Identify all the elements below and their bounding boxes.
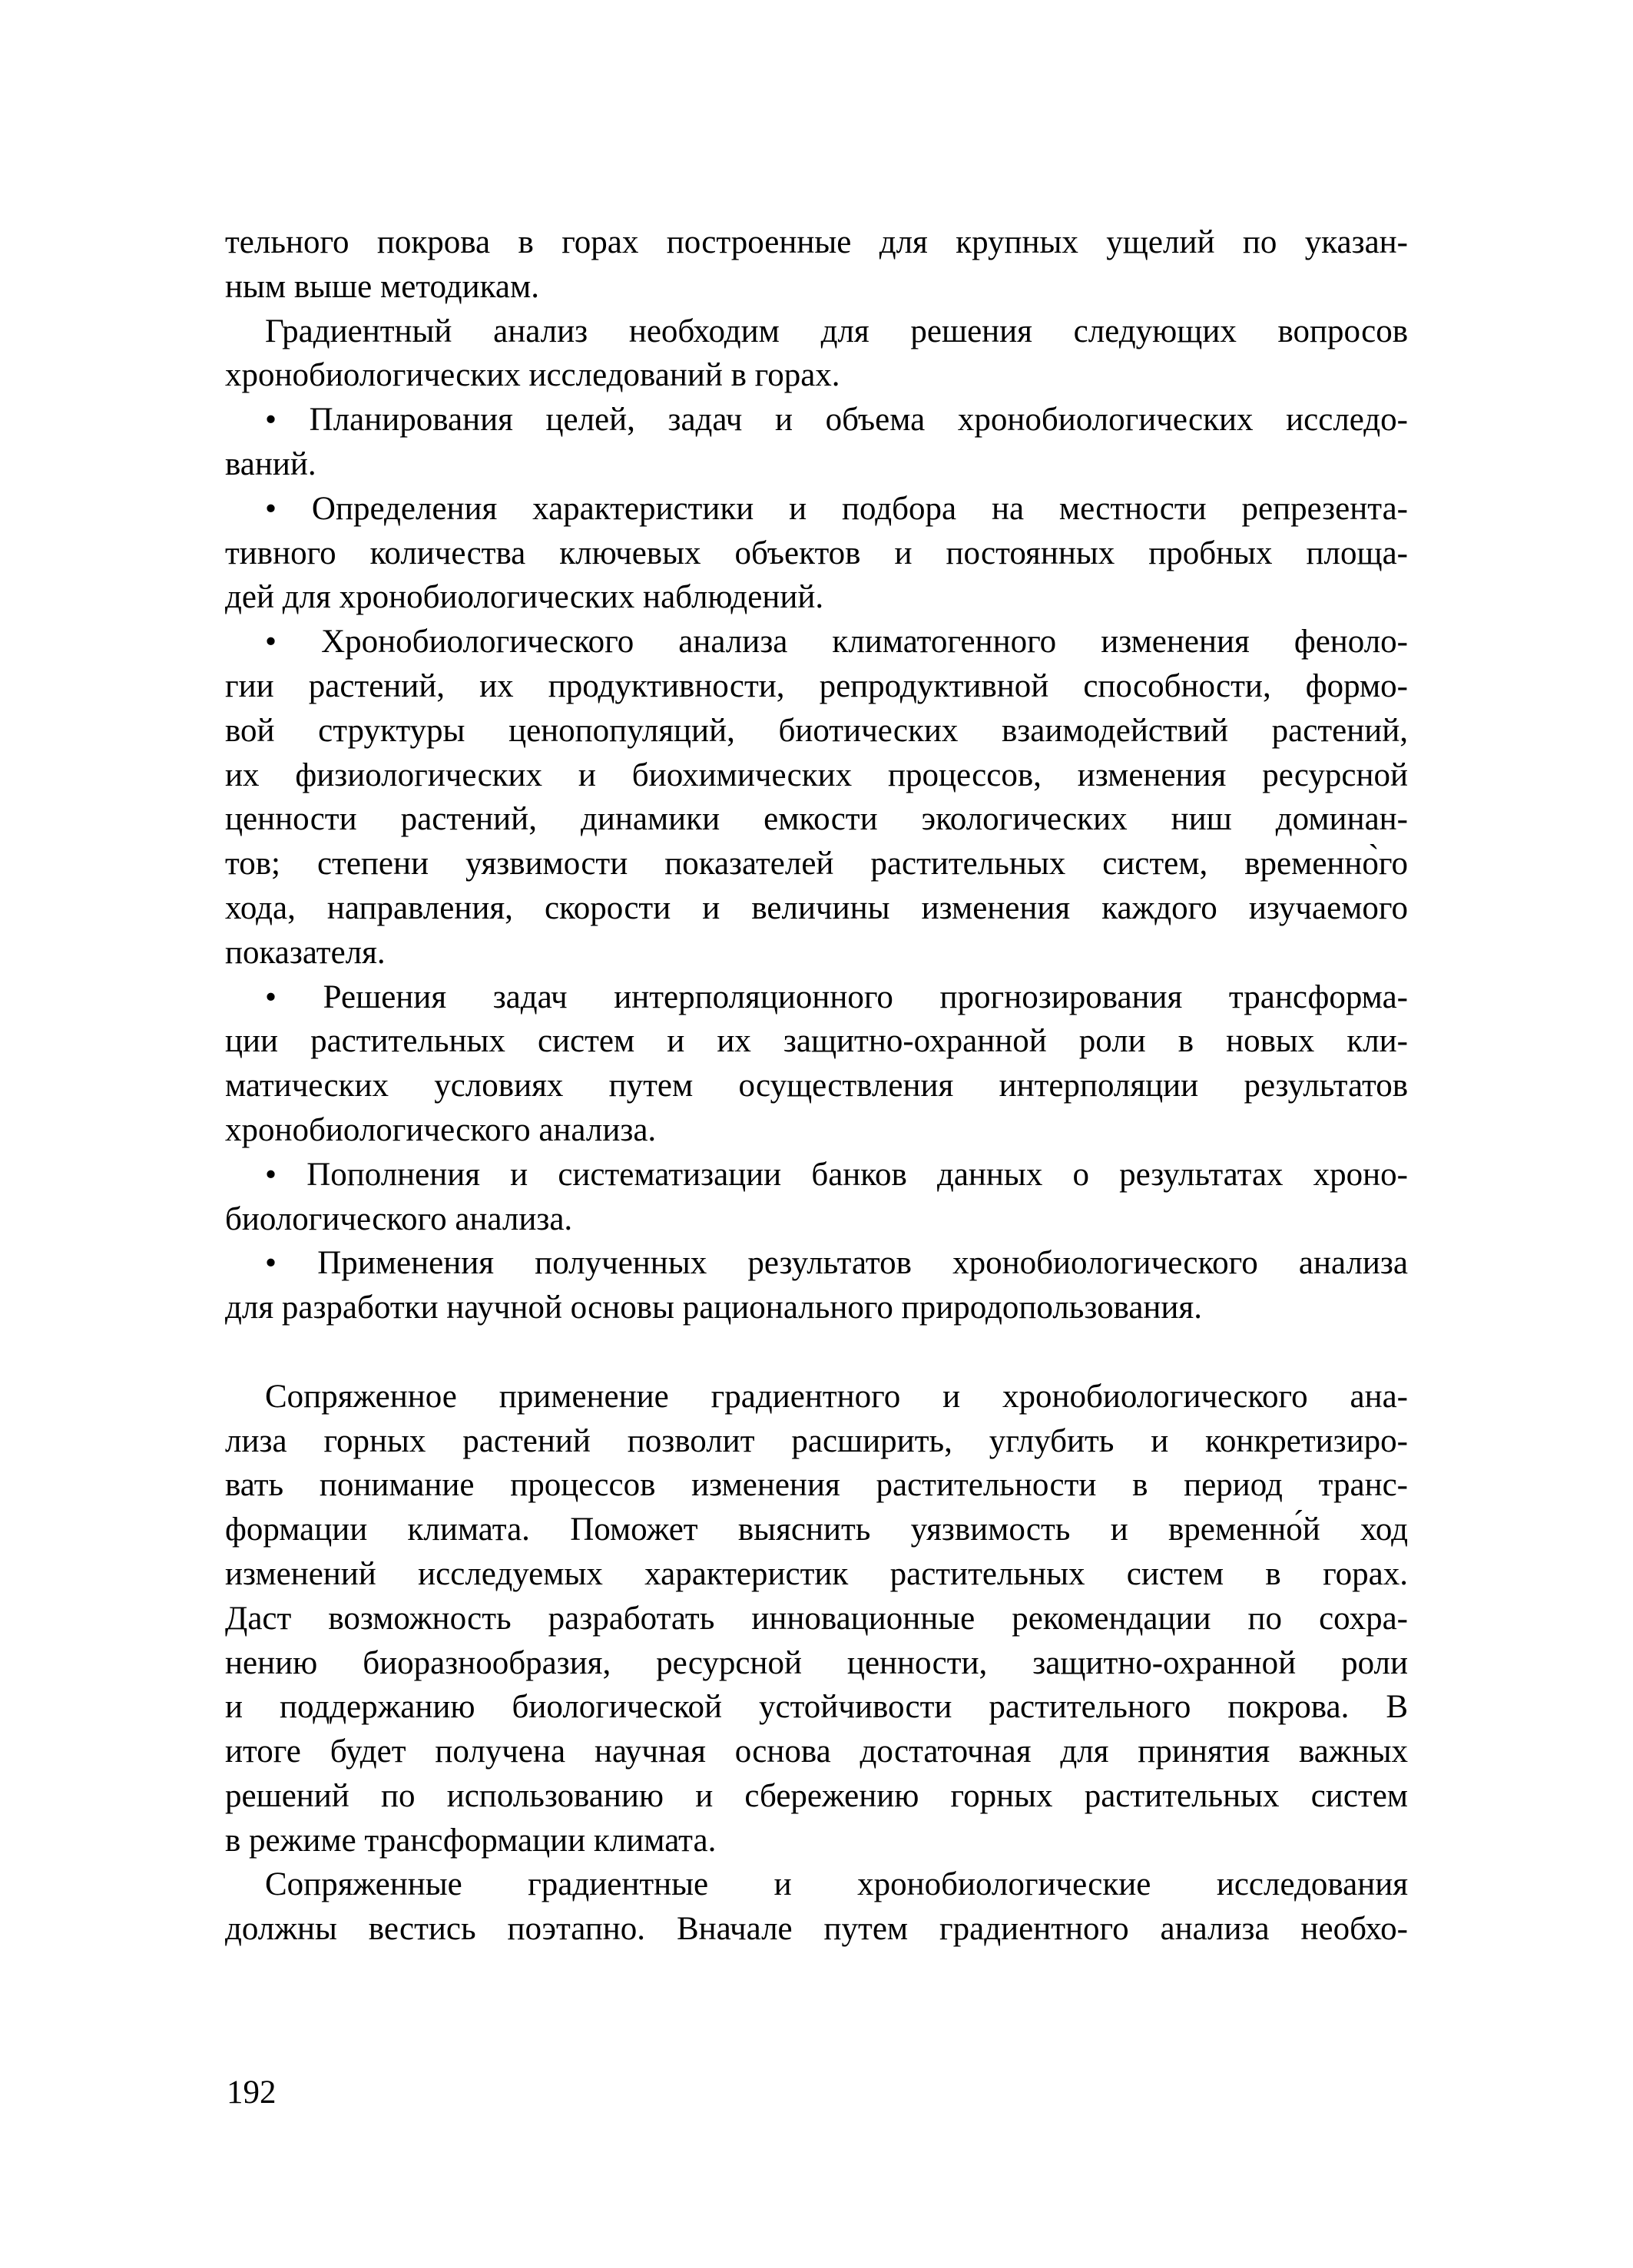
text-line: итоге будет получена научная основа достаточная для принятия важных — [225, 1733, 1408, 1770]
text-line: нению биоразнообразия, ресурсной ценности, защитно-охранной роли — [225, 1644, 1408, 1681]
text-line: для разработки научной основы рационального природопользования. — [225, 1290, 1202, 1326]
text-line: Даст возможность разработать инновационные рекомендации по сохра- — [225, 1600, 1408, 1637]
page-number: 192 — [227, 2074, 277, 2111]
text-line: Градиентный анализ необходим для решения следующих вопросов — [265, 313, 1408, 349]
bullet-line: • Планирования целей, задач и объема хронобиологических исследо- — [265, 402, 1408, 439]
text-block — [225, 220, 1408, 1952]
bullet-line: • Пополнения и систематизации банков данных о результатах хроно- — [265, 1156, 1408, 1193]
text-line: ным выше методикам. — [225, 268, 539, 305]
text-line: гии растений, их продуктивности, репродуктивной способности, формо- — [225, 667, 1408, 704]
text-line: формации климата. Поможет выяснить уязвимость и временно́й ход — [225, 1511, 1408, 1548]
text-line: ваний. — [225, 445, 316, 482]
text-line: хода, направления, скорости и величины изменения каждого изучаемого — [225, 889, 1408, 926]
text-line: лиза горных растений позволит расширить, углубить и конкретизиро- — [225, 1422, 1408, 1459]
text-line: ции растительных систем и их защитно-охранной роли в новых кли- — [225, 1023, 1408, 1060]
text-line: ценности растений, динамики емкости экологических ниш доминан- — [225, 801, 1408, 838]
bullet-line: • Определения характеристики и подбора на местности репрезента- — [265, 490, 1408, 527]
text-line: и поддержанию биологической устойчивости растительного покрова. В — [225, 1689, 1408, 1726]
text-line: вать понимание процессов изменения растительности в период транс- — [225, 1467, 1408, 1504]
text-line: дей для хронобиологических наблюдений. — [225, 579, 824, 616]
text-line: должны вестись поэтапно. Вначале путем градиентного анализа необхо- — [225, 1911, 1408, 1948]
text-line: тивного количества ключевых объектов и постоянных пробных площа- — [225, 535, 1408, 571]
text-line: решений по использованию и сбережению горных растительных систем — [225, 1777, 1408, 1814]
text-line: биологического анализа. — [225, 1200, 573, 1237]
text-line: Сопряженные градиентные и хронобиологические исследования — [265, 1866, 1408, 1903]
text-line: в режиме трансформации климата. — [225, 1822, 717, 1859]
text-line: их физиологических и биохимических процессов, изменения ресурсной — [225, 757, 1408, 793]
text-line: вой структуры ценопопуляций, биотических взаимодействий растений, — [225, 712, 1408, 749]
text-line: матических условиях путем осуществления интерполяции результатов — [225, 1068, 1408, 1104]
text-line: показателя. — [225, 934, 386, 971]
text-line: изменений исследуемых характеристик растительных систем в горах. — [225, 1555, 1408, 1592]
text-line: хронобиологического анализа. — [225, 1111, 657, 1148]
text-line: тельного покрова в горах построенные для крупных ущелий по указан- — [225, 224, 1408, 260]
text-line: тов; степени уязвимости показателей растительных систем, временно̀го — [225, 846, 1408, 882]
bullet-line: • Применения полученных результатов хронобиологического анализа — [265, 1245, 1408, 1282]
text-line: Сопряженное применение градиентного и хронобиологического ана- — [265, 1378, 1408, 1415]
bullet-line: • Решения задач интерполяционного прогнозирования трансформа- — [265, 978, 1408, 1015]
text-line: хронобиологических исследований в горах. — [225, 357, 840, 394]
bullet-line: • Хронобиологического анализа климатогенного изменения феноло- — [265, 624, 1408, 661]
